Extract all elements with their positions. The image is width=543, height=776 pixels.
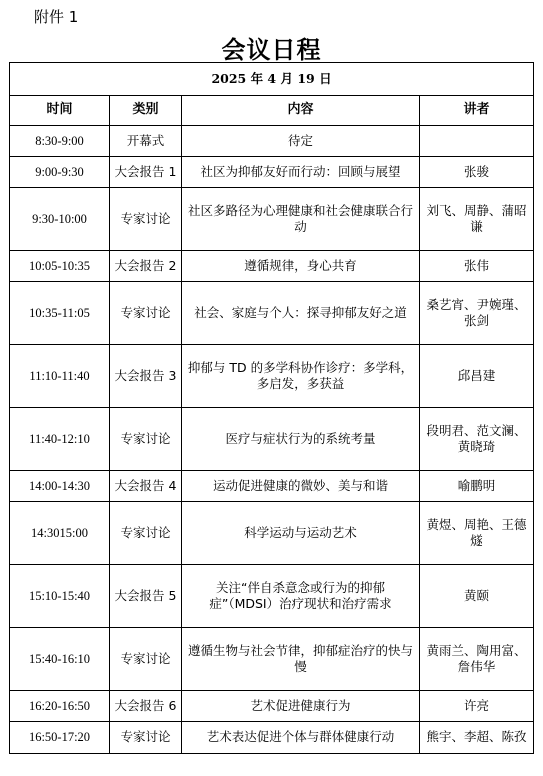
time-cell: 8:30-9:00 — [10, 126, 110, 157]
time-cell: 9:00-9:30 — [10, 157, 110, 188]
content-cell: 遵循生物与社会节律，抑郁症治疗的快与慢 — [182, 628, 420, 691]
time-cell: 10:35-11:05 — [10, 282, 110, 345]
table-row — [10, 157, 534, 188]
time-cell: 11:10-11:40 — [10, 345, 110, 408]
category-cell: 专家讨论 — [110, 408, 182, 471]
category-cell: 大会报告 6 — [110, 691, 182, 722]
speaker-cell: 邱昌建 — [420, 345, 534, 408]
category-cell: 大会报告 1 — [110, 157, 182, 188]
speaker-cell: 段明君、范文澜、黄晓琦 — [420, 408, 534, 471]
speaker-cell — [420, 126, 534, 157]
category-cell: 大会报告 4 — [110, 471, 182, 502]
content-cell: 运动促进健康的微妙、美与和谐 — [182, 471, 420, 502]
category-cell: 开幕式 — [110, 126, 182, 157]
table-row — [10, 282, 534, 345]
content-cell: 医疗与症状行为的系统考量 — [182, 408, 420, 471]
content-cell: 遵循规律，身心共育 — [182, 251, 420, 282]
time-cell: 10:05-10:35 — [10, 251, 110, 282]
category-cell: 专家讨论 — [110, 282, 182, 345]
speaker-cell: 桑艺宵、尹婉瑾、张剑 — [420, 282, 534, 345]
category-cell: 专家讨论 — [110, 188, 182, 251]
content-cell: 艺术表达促进个体与群体健康行动 — [182, 722, 420, 754]
speaker-cell: 刘飞、周静、蒲昭谦 — [420, 188, 534, 251]
content-cell: 艺术促进健康行为 — [182, 691, 420, 722]
speaker-cell: 黄雨兰、陶用富、詹伟华 — [420, 628, 534, 691]
speaker-cell: 张骏 — [420, 157, 534, 188]
table-row — [10, 408, 534, 471]
content-cell: 抑郁与 TD 的多学科协作诊疗：多学科，多启发，多获益 — [182, 345, 420, 408]
category-cell: 大会报告 5 — [110, 565, 182, 628]
table-row — [10, 722, 534, 754]
table-row — [10, 188, 534, 251]
content-cell: 社区多路径为心理健康和社会健康联合行动 — [182, 188, 420, 251]
attachment-label: 附件 1 — [34, 8, 79, 26]
time-cell: 14:00-14:30 — [10, 471, 110, 502]
time-cell: 16:20-16:50 — [10, 691, 110, 722]
header-speaker: 讲者 — [420, 96, 534, 126]
category-cell: 专家讨论 — [110, 628, 182, 691]
table-row — [10, 565, 534, 628]
time-cell: 15:10-15:40 — [10, 565, 110, 628]
time-cell: 11:40-12:10 — [10, 408, 110, 471]
table-row — [10, 691, 534, 722]
time-cell: 14:3015:00 — [10, 502, 110, 565]
table-row — [10, 628, 534, 691]
speaker-cell: 喻鹏明 — [420, 471, 534, 502]
speaker-cell: 黄颐 — [420, 565, 534, 628]
table-row — [10, 502, 534, 565]
date-cell: 2025 年 4 月 19 日 — [10, 63, 534, 96]
header-category: 类别 — [110, 96, 182, 126]
speaker-cell: 黄煜、周艳、王德燧 — [420, 502, 534, 565]
schedule-table — [9, 62, 534, 754]
speaker-cell: 张伟 — [420, 251, 534, 282]
table-row — [10, 471, 534, 502]
category-cell: 大会报告 2 — [110, 251, 182, 282]
content-cell: 社会、家庭与个人：探寻抑郁友好之道 — [182, 282, 420, 345]
table-row — [10, 126, 534, 157]
time-cell: 9:30-10:00 — [10, 188, 110, 251]
category-cell: 专家讨论 — [110, 502, 182, 565]
header-row — [10, 96, 534, 126]
date-row — [10, 63, 534, 96]
page-title: 会议日程 — [221, 36, 322, 64]
category-cell: 专家讨论 — [110, 722, 182, 754]
time-cell: 16:50-17:20 — [10, 722, 110, 754]
content-cell: 关注“伴自杀意念或行为的抑郁症”（MDSI）治疗现状和治疗需求 — [182, 565, 420, 628]
category-cell: 大会报告 3 — [110, 345, 182, 408]
header-time: 时间 — [10, 96, 110, 126]
speaker-cell: 熊宇、李超、陈孜 — [420, 722, 534, 754]
table-row — [10, 251, 534, 282]
content-cell: 社区为抑郁友好而行动：回顾与展望 — [182, 157, 420, 188]
time-cell: 15:40-16:10 — [10, 628, 110, 691]
speaker-cell: 许亮 — [420, 691, 534, 722]
content-cell: 科学运动与运动艺术 — [182, 502, 420, 565]
header-content: 内容 — [182, 96, 420, 126]
table-row — [10, 345, 534, 408]
content-cell: 待定 — [182, 126, 420, 157]
